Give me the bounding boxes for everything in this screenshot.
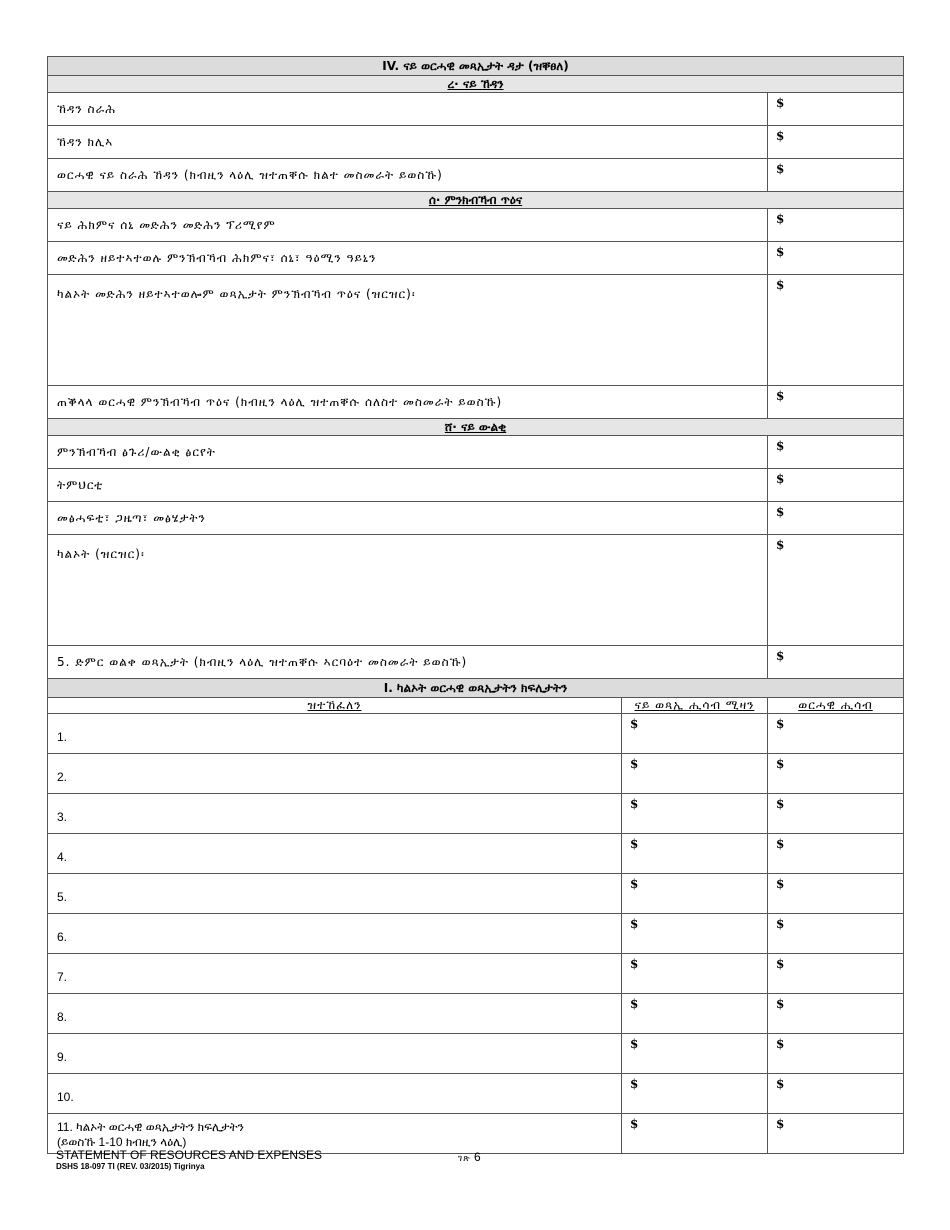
footer: [56, 1148, 322, 1171]
expense-row-balance-field[interactable]: $: [622, 794, 768, 834]
footer-page-label: ገጽ: [458, 1153, 471, 1163]
expense-row-payee-field[interactable]: 6.: [48, 914, 622, 954]
footer-page-number: 6: [474, 1150, 481, 1164]
expense-row-monthly-field[interactable]: $: [768, 1074, 904, 1114]
medical-row: [48, 242, 904, 275]
personal-row-label: ምንኽብኻብ ፅጉሪ/ውልቂ ፅርየት: [48, 436, 768, 469]
expense-row-monthly-field[interactable]: $: [768, 1034, 904, 1074]
expense-row-balance-field[interactable]: $: [622, 874, 768, 914]
housing-row: [48, 159, 904, 192]
expense-row-balance-field[interactable]: $: [622, 994, 768, 1034]
medical-row-amount-field[interactable]: $: [768, 242, 904, 275]
expense-row-balance-field[interactable]: $: [622, 954, 768, 994]
personal-row-amount-field[interactable]: $: [768, 535, 904, 646]
expense-row-payee-field[interactable]: 7.: [48, 954, 622, 994]
housing-row-label: ኸዳን ክሊኣ: [48, 126, 768, 159]
column-header-balance: ናይ ወጻኢ ሒሳብ ሚዛን: [622, 698, 768, 714]
expense-row-balance-field[interactable]: $: [622, 834, 768, 874]
expense-row: [48, 1074, 904, 1114]
housing-subheader: ረ· ናይ ኸዳን: [48, 76, 904, 93]
expense-row: [48, 794, 904, 834]
expense-row-payee-field[interactable]: 8.: [48, 994, 622, 1034]
expense-row: [48, 954, 904, 994]
housing-row-label: ወርሓዊ ናይ ስራሕ ኸዳን (ክብዚን ላዕሊ ዝተጠቐሱ ክልተ መስመራት ይወስኹ): [48, 159, 768, 192]
expense-row-monthly-field[interactable]: $: [768, 834, 904, 874]
expense-row: [48, 754, 904, 794]
housing-row-amount-field[interactable]: $: [768, 159, 904, 192]
personal-row: [48, 502, 904, 535]
footer-form-title: STATEMENT OF RESOURCES AND EXPENSES: [56, 1148, 323, 1162]
expense-row-balance-field[interactable]: $: [622, 754, 768, 794]
personal-row: [48, 646, 904, 679]
medical-row-amount-field[interactable]: $: [768, 209, 904, 242]
medical-row: [48, 209, 904, 242]
expenses-form-table: [47, 56, 904, 1154]
expense-row: [48, 714, 904, 754]
expense-row-balance-field[interactable]: $: [622, 1034, 768, 1074]
expense-row: [48, 874, 904, 914]
personal-row-label: ካልኦት (ዝርዝር)፡: [48, 535, 768, 646]
expense-row-monthly-field[interactable]: $: [768, 914, 904, 954]
expense-row-balance-field[interactable]: $: [622, 914, 768, 954]
footer-page-indicator: [458, 1150, 481, 1164]
housing-row: [48, 93, 904, 126]
personal-row-label: ትምህርቲ: [48, 469, 768, 502]
expense-row-monthly-field[interactable]: $: [768, 714, 904, 754]
expense-total-balance-field[interactable]: $: [622, 1114, 768, 1154]
expense-row: [48, 834, 904, 874]
medical-row-label: ናይ ሕክምና ሰኒ መድሕን መድሕን ፕሪሚየም: [48, 209, 768, 242]
housing-row-amount-field[interactable]: $: [768, 126, 904, 159]
expense-total-label-line2: (ይወስኹ 1-10 ክብዚን ላዕሊ): [57, 1134, 187, 1149]
expense-row-monthly-field[interactable]: $: [768, 994, 904, 1034]
expense-row: [48, 1034, 904, 1074]
expense-row: [48, 994, 904, 1034]
expense-row-balance-field[interactable]: $: [622, 1074, 768, 1114]
medical-row-amount-field[interactable]: $: [768, 275, 904, 386]
expense-row-payee-field[interactable]: 9.: [48, 1034, 622, 1074]
medical-row: [48, 275, 904, 386]
medical-row: [48, 386, 904, 419]
expense-row-monthly-field[interactable]: $: [768, 754, 904, 794]
personal-row-amount-field[interactable]: $: [768, 469, 904, 502]
personal-row: [48, 535, 904, 646]
expense-row-balance-field[interactable]: $: [622, 714, 768, 754]
personal-row-label: 5. ድምር ወልቀ ወጻኢታት (ክብዚን ላዕሊ ዝተጠቐሱ ኣርባዕተ መስመራት ይወስኹ): [48, 646, 768, 679]
expense-row-monthly-field[interactable]: $: [768, 874, 904, 914]
expense-row-monthly-field[interactable]: $: [768, 954, 904, 994]
personal-row: [48, 436, 904, 469]
medical-row-label: ጠቕላላ ወርሓዊ ምንኽብኻብ ጥዕና (ክብዚን ላዕሊ ዝተጠቐሱ ሰለስተ መስመራት ይወስኹ): [48, 386, 768, 419]
column-header-paid-to: ዝተኸፈለን: [48, 698, 622, 714]
personal-row-amount-field[interactable]: $: [768, 646, 904, 679]
medical-row-label: መድሕን ዘይተኣተወሉ ምንኽብኻብ ሕክምና፣ ሰኒ፣ ዓዕሚን ዓይኒን: [48, 242, 768, 275]
personal-row: [48, 469, 904, 502]
expense-row-monthly-field[interactable]: $: [768, 794, 904, 834]
expense-row-payee-field[interactable]: 5.: [48, 874, 622, 914]
medical-subheader: ሰ· ምንክብኻብ ጥዕና: [48, 192, 904, 209]
footer-form-id: DSHS 18-097 TI (REV. 03/2015) Tigrinya: [56, 1162, 205, 1171]
expense-row-payee-field[interactable]: 10.: [48, 1074, 622, 1114]
personal-row-amount-field[interactable]: $: [768, 436, 904, 469]
column-header-monthly: ወርሓዊ ሒሳብ: [768, 698, 904, 714]
expense-row-payee-field[interactable]: 4.: [48, 834, 622, 874]
expense-row-payee-field[interactable]: 1.: [48, 714, 622, 754]
expense-row: [48, 914, 904, 954]
personal-row-label: መፅሓፍቲ፣ ጋዜጣ፣ መፅሄታትን: [48, 502, 768, 535]
expense-row-payee-field[interactable]: 3.: [48, 794, 622, 834]
personal-row-amount-field[interactable]: $: [768, 502, 904, 535]
housing-row-amount-field[interactable]: $: [768, 93, 904, 126]
expense-total-monthly-field[interactable]: $: [768, 1114, 904, 1154]
section-iv-title: IV. ናይ ወርሓዊ መጻኢታት ዳታ (ዝቐፀለ): [48, 57, 904, 76]
expense-row-payee-field[interactable]: 2.: [48, 754, 622, 794]
personal-subheader: ሸ· ናይ ውልቂ: [48, 419, 904, 436]
section-i-title: I. ካልኦት ወርሓዊ ወጻኢታትን ክፍሊታትን: [48, 679, 904, 698]
housing-row: [48, 126, 904, 159]
expense-total-label-line1: 11. ካልኦት ወርሓዊ ወጻኢታትን ክፍሊታትን: [57, 1120, 244, 1135]
medical-row-amount-field[interactable]: $: [768, 386, 904, 419]
medical-row-label: ካልኦት መድሕን ዘይተኣተወሎም ወጻኢታት ምንኽብኻብ ጥዕና (ዝርዝር)፡: [48, 275, 768, 386]
housing-row-label: ኸዳን ስራሕ: [48, 93, 768, 126]
